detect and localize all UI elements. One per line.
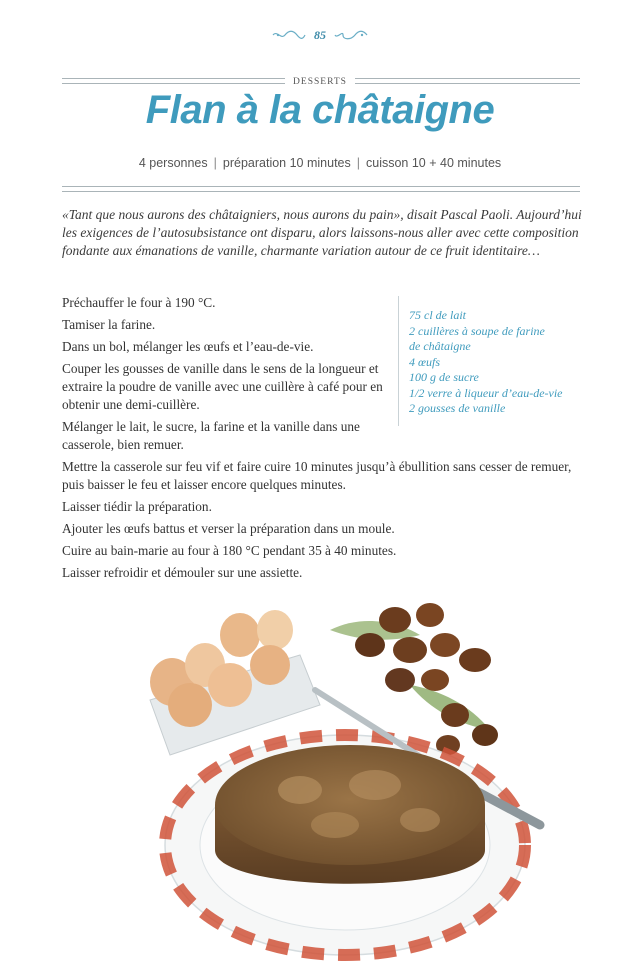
ingredient-item: de châtaigne: [409, 339, 471, 353]
meta-separator: |: [356, 156, 360, 170]
egg-carton: [150, 610, 320, 755]
meta-separator: |: [213, 156, 217, 170]
step: Couper les gousses de vanille dans le sens de la longueur et extraire la poudre de vanille avec une cuillère à café pour en obtenir une demi-cuillère.: [62, 361, 383, 412]
left-ornament-icon: [272, 30, 306, 40]
ingredient-item: 2 gousses de vanille: [409, 401, 506, 415]
step: Dans un bol, mélanger les œufs et l’eau-de-vie.: [62, 339, 314, 354]
step: Préchauffer le four à 190 °C.: [62, 295, 216, 310]
step: Mettre la casserole sur feu vif et faire cuire 10 minutes jusqu’à ébullition sans cesser de remuer, puis baisser le feu et laisser encore quelques minutes.: [62, 459, 572, 492]
step: Ajouter les œufs battus et verser la préparation dans un moule.: [62, 521, 395, 536]
recipe-intro: «Tant que nous aurons des châtaigniers, nous aurons du pain», disait Pascal Paoli. Aujourd’hui les exigences de l’autosubsistance ont disparu, alors laissons-nous aller avec cette composition fondante aux émanations de vanille, charmante variation autour de ce fruit identitaire…: [62, 207, 582, 258]
step: Tamiser la farine.: [62, 317, 156, 332]
page-number: 85: [314, 28, 326, 42]
ingredient-item: 4 œufs: [409, 354, 441, 369]
ingredients-box: [398, 296, 599, 426]
ingredients-list: [409, 308, 599, 417]
ingredient-item: 2 cuillères à soupe de farine: [409, 323, 545, 338]
page-folio: [0, 26, 640, 44]
step: Mélanger le lait, le sucre, la farine et la vanille dans une casserole, bien remuer.: [62, 419, 360, 452]
category-text: DESSERTS: [285, 77, 355, 87]
header-rule-bottom: [62, 186, 580, 192]
step: Cuire au bain-marie au four à 180 °C pendant 35 à 40 minutes.: [62, 543, 397, 558]
flan: [215, 745, 485, 884]
ingredient-item: 1/2 verre à liqueur d’eau-de-vie: [409, 385, 563, 400]
recipe-title: Flan à la châtaigne: [145, 88, 495, 132]
step: Laisser tiédir la préparation.: [62, 499, 212, 514]
recipe-meta: [0, 156, 640, 170]
servings: 4 personnes: [138, 156, 208, 170]
ingredient-item: 100 g de sucre: [409, 370, 479, 384]
category-label: [0, 71, 640, 89]
right-ornament-icon: [334, 30, 368, 40]
cooking-time: cuisson 10 + 40 minutes: [366, 156, 502, 170]
flan-illustration: [130, 590, 570, 970]
step: Laisser refroidir et démouler sur une assiette.: [62, 565, 303, 580]
ingredient-item: 75 cl de lait: [409, 308, 466, 322]
preparation-time: préparation 10 minutes: [222, 156, 351, 170]
